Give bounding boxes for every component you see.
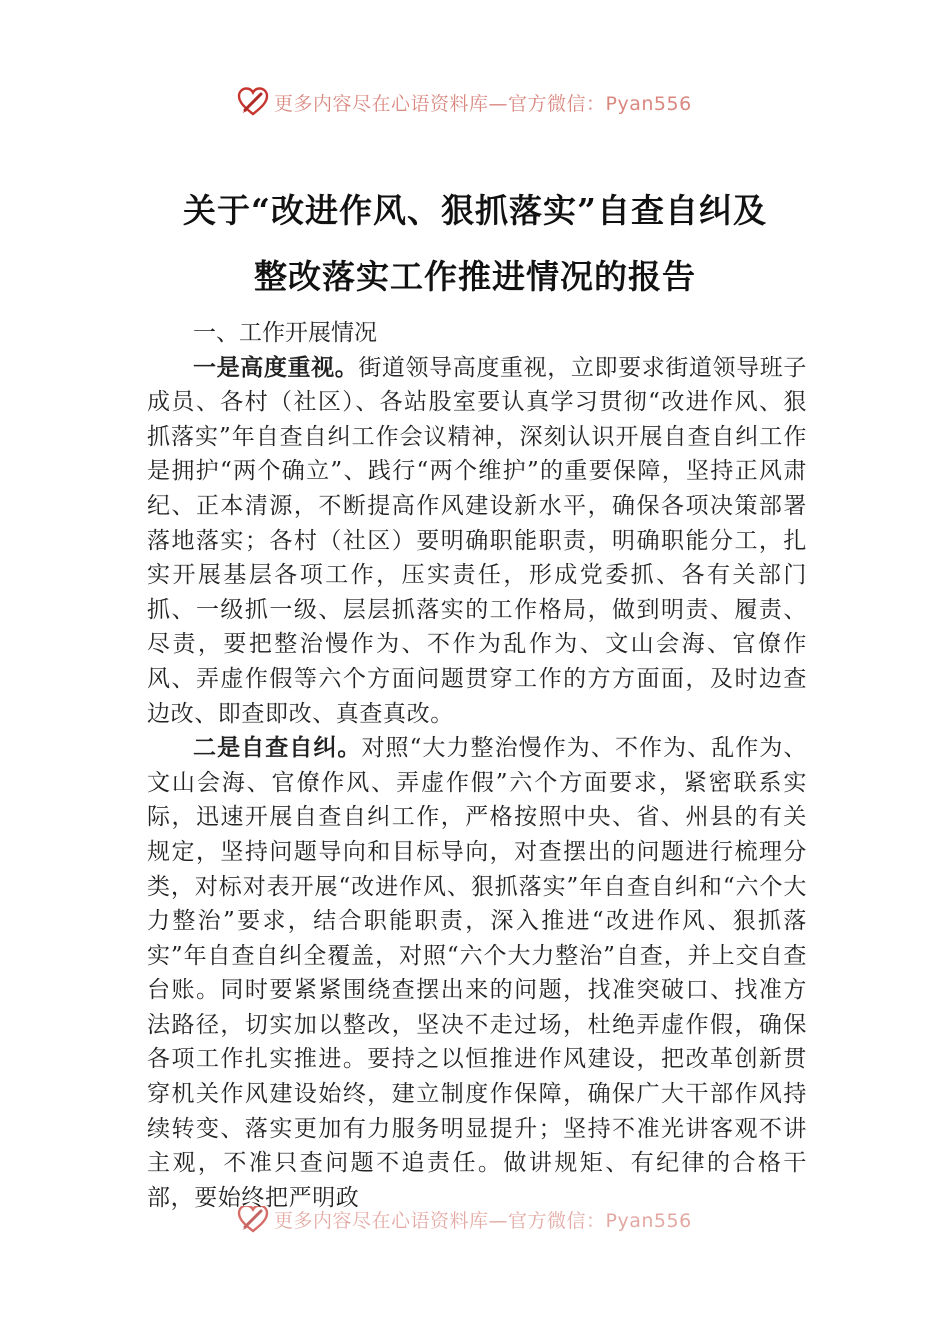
document-body xyxy=(147,316,807,1215)
document-title xyxy=(130,178,820,310)
heart-pen-logo-icon xyxy=(236,1206,270,1236)
paragraph-text: 街道领导高度重视，立即要求街道领导班子成员、各村（社区）、各站股室要认真学习贯彻“改进作风、狠抓落实”年自查自纠工作会议精神，深刻认识开展自查自纠工作是拥护“两个确立”、践行“两个维护”的重要保障，坚持正风肃纪、正本清源，不断提高作风建设新水平，确保各项决策部署落地落实；各村（社区）要明确职能职责，明确职能分工，扎实开展基层各项工作，压实责任，形成党委抓、各有关部门抓、一级抓一级、层层抓落实的工作格局，做到明责、履责、尽责，要把整治慢作为、不作为乱作为、文山会海、官僚作风、弄虚作假等六个方面问题贯穿工作的方方面面，及时边查边改、即查即改、真查真改。 xyxy=(147,354,807,727)
watermark-text: 更多内容尽在心语资料库—官方微信：Pyan556 xyxy=(274,1209,692,1232)
paragraph-self-inspection xyxy=(147,731,807,1215)
paragraph-high-attention xyxy=(147,351,807,732)
section-heading: 一、工作开展情况 xyxy=(193,320,377,346)
watermark-footer xyxy=(236,1206,692,1240)
title-line-2: 整改落实工作推进情况的报告 xyxy=(254,257,696,296)
heart-pen-logo-icon xyxy=(236,85,270,119)
paragraph-lead: 一是高度重视。 xyxy=(193,354,359,381)
paragraph-lead: 二是自查自纠。 xyxy=(193,735,362,762)
paragraph-text: 对照“大力整治慢作为、不作为、乱作为、文山会海、官僚作风、弄虚作假”六个方面要求，紧密联系实际，迅速开展自查自纠工作，严格按照中央、省、州县的有关规定，坚持问题导向和目标导向，对查摆出的问题进行梳理分类，对标对表开展“改进作风、狠抓落实”年自查自纠和“六个大力整治”要求，结合职能职责，深入推进“改进作风、狠抓落实”年自查自纠全覆盖，对照“六个大力整治”自查，并上交自查台账。同时要紧紧围绕查摆出来的问题，找准突破口、找准方法路径，切实加以整改，坚决不走过场，杜绝弄虚作假，确保各项工作扎实推进。要持之以恒推进作风建设，把改革创新贯穿机关作风建设始终，建立制度作保障，确保广大干部作风持续转变、落实更加有力服务明显提升；坚持不准光讲客观不讲主观，不准只查问题不追责任。做讲规矩、有纪律的合格干部，要始终把严明政 xyxy=(147,735,807,1211)
title-line-1: 关于“改进作风、狠抓落实”自查自纠及 xyxy=(183,191,767,230)
watermark-header xyxy=(236,82,692,122)
watermark-text: 更多内容尽在心语资料库—官方微信：Pyan556 xyxy=(274,92,692,115)
